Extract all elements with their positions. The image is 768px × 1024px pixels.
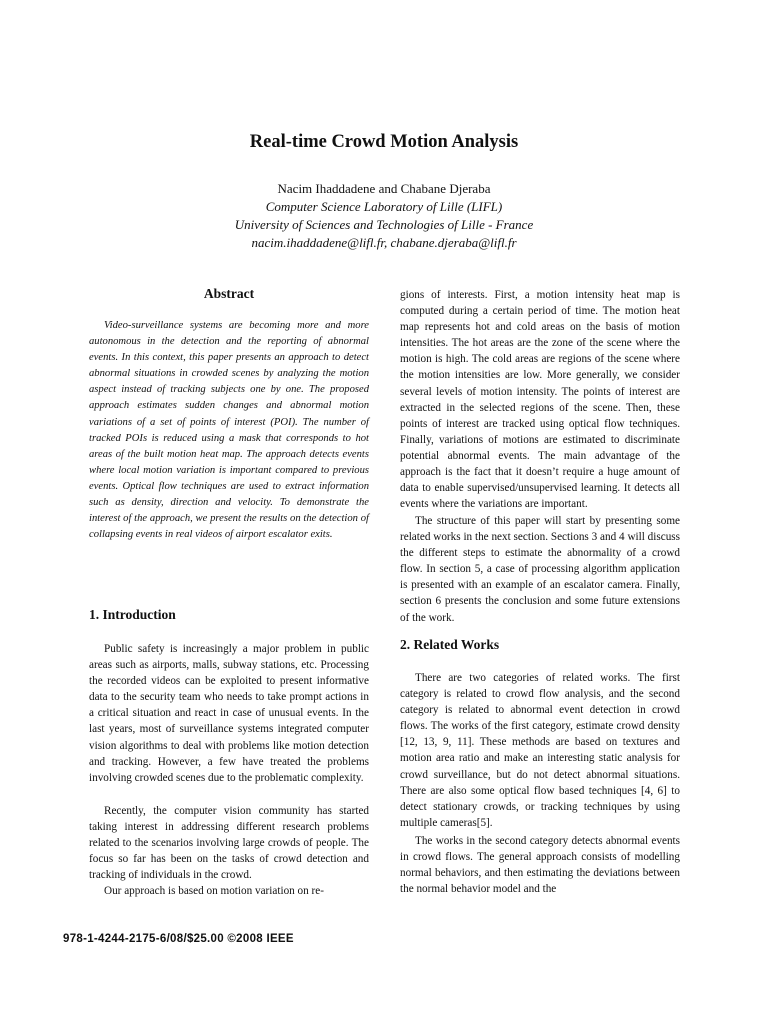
- introduction-heading: 1. Introduction: [89, 607, 176, 622]
- author-emails: nacim.ihaddadene@lifl.fr, chabane.djeraba@lifl.fr: [251, 235, 517, 250]
- introduction-paragraph-3: Our approach is based on motion variation on re-: [104, 885, 324, 897]
- right-column-paragraph-1: gions of interests. First, a motion intensity heat map is computed during a certain period of time. The motion heat map represents hot and cold areas on the basis of motion intensities. The hot areas are the zone of the scene where the motion is high. The cold areas are regions of the scene where the motion intensities are low. More generally, we consider several levels of motion intensity. The points of interest are extracted in the selected regions of the scene. Then, these points of interest are tracked using optical flow techniques. Finally, variations of motions are estimated to discriminate potential abnormal events. The main advantage of the approach is the fact that it doesn’t require a huge amount of data to enable supervised/unsupervised learning. It detects all events where the variations are important.: [400, 289, 680, 511]
- related-works-heading: 2. Related Works: [400, 637, 500, 652]
- related-works-paragraph-1: There are two categories of related works. The first category is related to crowd flow analysis, and the second category is related to abnormal event detection in crowd flows. The works of the first category, estimate crowd density [12, 13, 9, 11]. These methods are based on textures and motion area ratio and make an interesting static analysis for crowd surveillance, but do not detect abnormal situations. There are also some optical flow based techniques [4, 6] to detect stationary crowds, or tracking techniques by using multiple cameras[5].: [400, 672, 680, 829]
- related-works-paragraph-2: The works in the second category detects abnormal events in crowd flows. The general approach consists of modelling normal behaviors, and then estimating the deviations between the normal behavior model and the: [400, 835, 680, 896]
- abstract-text: Video-surveillance systems are becoming more and more autonomous in the detection and the reporting of abnormal events. In this context, this paper presents an approach to detect abnormal situations in crowded scenes by analyzing the motion aspect instead of tracking subjects one by one. The proposed approach estimates sudden changes and abnormal motion variations of a set of points of interest (POI). The number of tracked POIs is reduced using a mask that corresponds to hot areas of the built motion heat map. The approach detects events where local motion variation is important compared to previous events. Optical flow techniques are used to extract information such as density, direction and velocity. To demonstrate the interest of the approach, we present the results on the detection of collapsing events in real videos of airport escalator exits.: [89, 320, 369, 541]
- author-lab: Computer Science Laboratory of Lille (LIFL): [265, 199, 503, 214]
- paper-title: Real-time Crowd Motion Analysis: [249, 132, 519, 152]
- author-names: Nacim Ihaddadene and Chabane Djeraba: [277, 181, 491, 196]
- right-column-paragraph-2: The structure of this paper will start by presenting some related works in the next section. Sections 3 and 4 will discuss the different steps to estimate the abnormality of a crowd flow. In section 5, a case of processing algorithm application is presented with an example of an escalator camera. Finally, section 6 presents the conclusion and some future extensions of the work.: [400, 515, 680, 624]
- introduction-paragraph-2: Recently, the computer vision community has started taking interest in addressing different research problems related to the scenarios involving large crowds of people. The focus so far has been on the tasks of crowd detection and tracking of individuals in the crowd.: [89, 805, 369, 882]
- abstract-heading: Abstract: [203, 286, 255, 301]
- copyright-footer: 978-1-4244-2175-6/08/$25.00 ©2008 IEEE: [63, 933, 294, 945]
- author-university: University of Sciences and Technologies of Lille - France: [234, 217, 534, 232]
- introduction-paragraph-1: Public safety is increasingly a major problem in public areas such as airports, malls, subway stations, etc. Processing the recorded videos can be exploited to present informative data to the security team who needs to take prompt actions in a critical situation and react in case of unusual events. In the last years, most of surveillance systems integrated computer vision algorithms to deal with problems like motion detection and tracking. However, a few have treated the problems involving crowded scenes due to the problematic complexity.: [89, 643, 369, 784]
- author-block: [0, 180, 768, 252]
